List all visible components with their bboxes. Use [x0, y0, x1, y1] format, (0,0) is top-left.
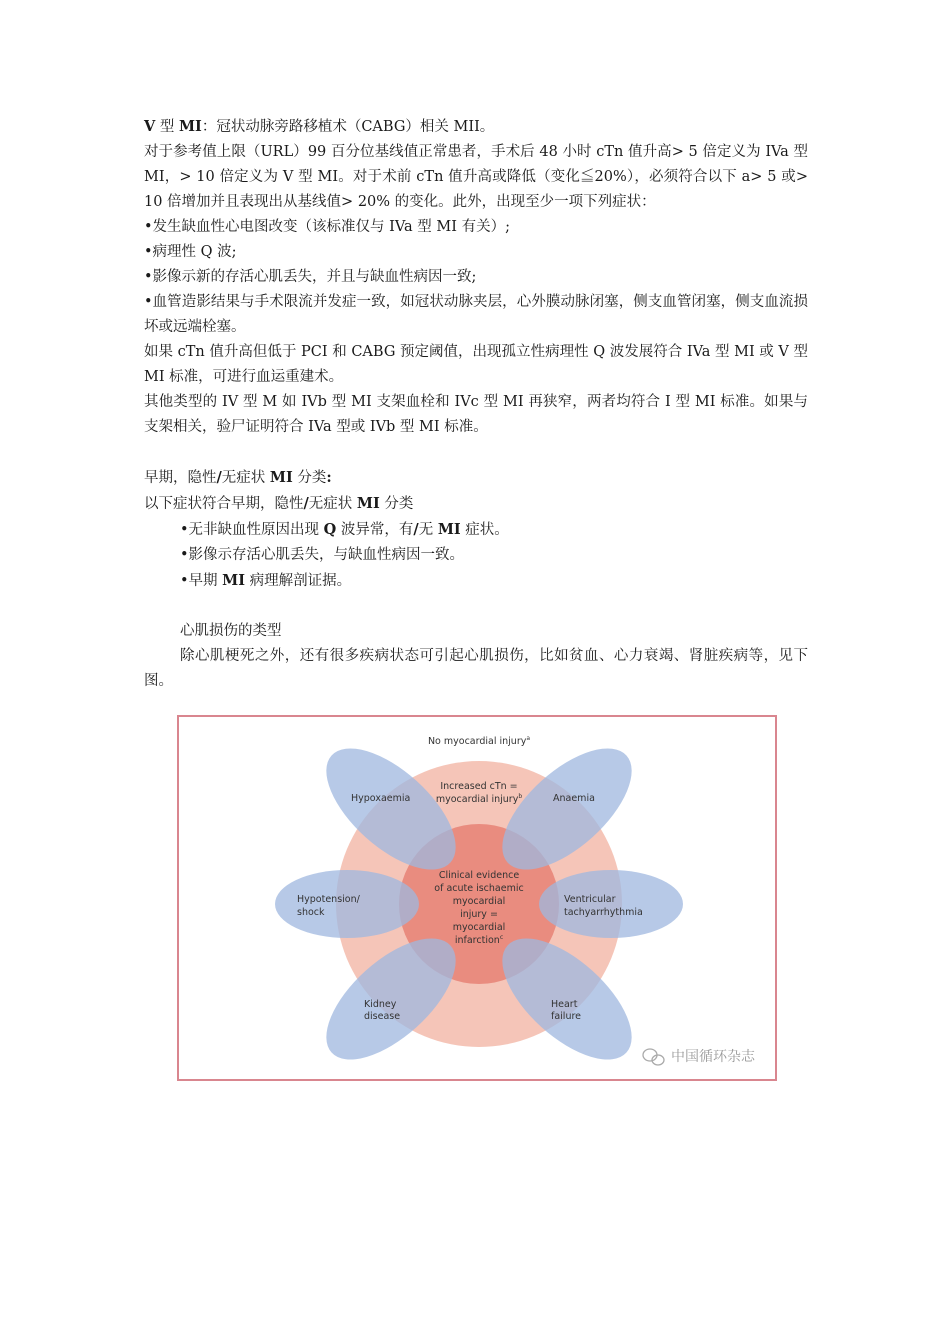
criteria-bullet-q-wave: •病理性 Q 波; [144, 244, 237, 260]
inner-label-line4: injury = [460, 909, 498, 920]
inner-label-line1: Clinical evidence [438, 870, 520, 881]
label-hypotension-line2: shock [297, 907, 325, 918]
type5-heading: V 型 MI：冠状动脉旁路移植术（CABG）相关 MII。 [144, 118, 495, 135]
silent-mi-bullet-q-wave: •无非缺血性原因出现 Q 波异常，有/无 MI 症状。 [180, 521, 509, 538]
type5-criteria-paragraph: 对于参考值上限（URL）99 百分位基线值正常患者，手术后 48 小时 cTn 值升高> 5 倍定义为 IVa 型 MI，> 10 倍定义为 V 型 MI。对于术前 cTn 值升高或降低（变化≦20%），必须符合以下 a> 5 或> 10 倍增加并且表现出从基线值> 20% 的变化。此外，出现至少一项下列症状： [144, 144, 808, 210]
diagram-svg [179, 717, 775, 1079]
criteria-bullet-ecg: •发生缺血性心电图改变（该标准仅与 IVa 型 MI 有关）; [144, 219, 510, 235]
silent-mi-heading: 早期，隐性/无症状 MI 分类: [144, 469, 332, 486]
spacer [144, 594, 808, 619]
outer-label: No myocardial injury$^a$ [427, 735, 531, 747]
document-body [144, 114, 808, 694]
label-kidney-line2: disease [364, 1011, 401, 1022]
label-ventricular-line2: tachyarrhythmia [564, 907, 643, 918]
silent-mi-intro: 以下症状符合早期，隐性/无症状 MI 分类 [144, 495, 414, 512]
injury-types-heading: 心肌损伤的类型 [180, 623, 282, 639]
criteria-bullet-imaging: •影像示新的存活心肌丢失，并且与缺血性病因一致; [144, 269, 477, 285]
spacer [144, 440, 808, 465]
inner-label-line6: infarction$^c$ [454, 934, 504, 946]
inner-label-line3: myocardial [452, 896, 506, 907]
label-hypoxaemia: Hypoxaemia [351, 793, 411, 804]
silent-mi-bullet-imaging: •影像示存活心肌丢失，与缺血性病因一致。 [180, 547, 465, 563]
injury-types-paragraph: 除心肌梗死之外，还有很多疾病状态可引起心肌损伤，比如贫血、心力衰竭、肾脏疾病等，见下图。 [144, 648, 808, 689]
revascularization-paragraph: 如果 cTn 值升高但低于 PCI 和 CABG 预定阈值，出现孤立性病理性 Q 波发展符合 IVa 型 MI 或 V 型 MI 标准，可进行血运重建术。 [144, 344, 808, 385]
type4-other-paragraph: 其他类型的 IV 型 M 如 IVb 型 MI 支架血栓和 IVc 型 MI 再狭窄，两者均符合 I 型 MI 标准。如果与支架相关，验尸证明符合 IVa 型或 IVb 型 MI 标准。 [144, 394, 808, 435]
label-ventricular-line1: Ventricular [564, 894, 616, 905]
label-anaemia: Anaemia [553, 793, 595, 804]
silent-mi-bullet-pathology: •早期 MI 病理解剖证据。 [180, 572, 352, 589]
label-heart-line2: failure [551, 1011, 582, 1022]
middle-label-line1: Increased cTn = [440, 781, 518, 792]
middle-label-line2: myocardial injury$^b$ [435, 793, 523, 805]
label-heart-line1: Heart [551, 999, 578, 1010]
inner-label-line2: of acute ischaemic [434, 883, 524, 894]
label-hypotension-line1: Hypotension/ [297, 894, 360, 905]
inner-label-line5: myocardial [452, 922, 506, 933]
myocardial-injury-diagram [177, 715, 777, 1081]
criteria-bullet-angiography: •血管造影结果与手术限流并发症一致，如冠状动脉夹层，心外膜动脉闭塞，侧支血管闭塞，侧支血流损坏或远端栓塞。 [144, 294, 808, 335]
label-kidney-line1: Kidney [364, 999, 397, 1010]
wechat-logo-icon [643, 1049, 664, 1065]
watermark-text: 中国循环杂志 [671, 1049, 755, 1065]
